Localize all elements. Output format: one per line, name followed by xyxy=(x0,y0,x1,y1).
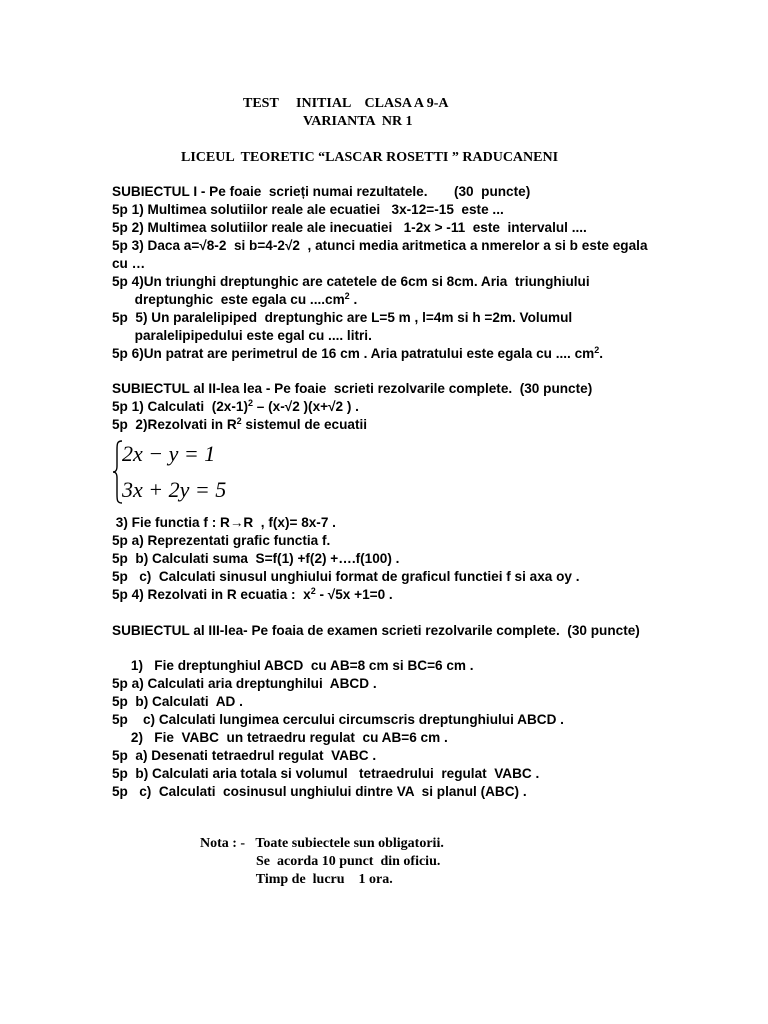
s1-question-4a: 5p 4)Un triunghi dreptunghic are catetele de 6cm si 8cm. Aria triunghiului xyxy=(112,274,590,289)
s3-problem-2b: 5p b) Calculati aria totala si volumul tetraedrului regulat VABC . xyxy=(112,766,540,781)
s1-question-5a: 5p 5) Un paralelipiped dreptunghic are L=5 m , l=4m si h =2m. Volumul xyxy=(112,310,573,325)
s3-problem-1b: 5p b) Calculati AD . xyxy=(112,694,243,709)
equation-2: 3x + 2y = 5 xyxy=(122,477,227,502)
school-name: LICEUL TEORETIC “LASCAR ROSETTI ” RADUCANENI xyxy=(181,150,559,165)
s1-question-2: 5p 2) Multimea solutiilor reale ale inecuatiei 1-2x > -11 este intervalul .... xyxy=(112,220,587,235)
s2-question-3b: 5p b) Calculati suma S=f(1) +f(2) +….f(100) . xyxy=(112,551,400,566)
s1-question-4b: dreptunghic este egala cu $....cm^2$ . xyxy=(112,291,358,307)
note-line-2: Se acorda 10 punct din oficiu. xyxy=(200,854,441,869)
s3-problem-1a: 5p a) Calculati aria dreptunghilui ABCD . xyxy=(112,676,377,691)
note-line-3: Timp de lucru 1 ora. xyxy=(200,872,393,887)
s2-question-3a: 5p a) Reprezentati grafic functia f. xyxy=(112,533,331,548)
s2-question-3: 3) Fie functia f : R→R , f(x)= 8x-7 . xyxy=(112,515,336,530)
s2-question-3c: 5p c) Calculati sinusul unghiului format de graficul functiei f si axa oy . xyxy=(112,569,580,584)
s1-question-5b: paralelipipedului este egal cu .... litri. xyxy=(112,328,372,343)
subject-2-title: SUBIECTUL al II-lea lea - Pe foaie scrieti rezolvarile complete. (30 puncte) xyxy=(112,381,593,396)
s3-problem-1c: 5p c) Calculati lungimea cercului circumscris dreptunghiului ABCD . xyxy=(112,712,564,727)
equation-1: 2x − y = 1 xyxy=(122,441,216,466)
s3-problem-2: 2) Fie VABC un tetraedru regulat cu AB=6 cm . xyxy=(112,730,448,745)
s1-question-3b: cu … xyxy=(112,256,146,271)
s3-problem-2a: 5p a) Desenati tetraedrul regulat VABC . xyxy=(112,748,377,763)
subject-1-title: SUBIECTUL I - Pe foaie scrieți numai rezultatele. (30 puncte) xyxy=(112,184,531,199)
variant-title: VARIANTA NR 1 xyxy=(303,114,413,129)
equation-system xyxy=(112,440,227,504)
test-title: TEST INITIAL CLASA A 9-A xyxy=(243,96,449,111)
s2-question-2: 5p 2)Rezolvati in $R^2$ sistemul de ecuatii xyxy=(112,416,368,432)
subject-3-title: SUBIECTUL al III-lea- Pe foaia de examen scrieti rezolvarile complete. (30 puncte) xyxy=(112,623,640,638)
note-line-1: Nota : - Toate subiectele sun obligatorii. xyxy=(200,836,444,851)
s2-question-4: 5p 4) Rezolvati in R ecuatia : $x^2 - √5x +1=0$ . xyxy=(112,586,393,602)
s2-question-1: 5p 1) Calculati $(2x-1)^2 - (x-√2$ )(x+√2 ) . xyxy=(112,398,359,414)
s1-question-1: 5p 1) Multimea solutiilor reale ale ecuatiei 3x-12=-15 este ... xyxy=(112,202,504,217)
s1-question-3a: 5p 3) Daca a=√8-2 si b=4-2√2 , atunci media aritmetica a nmerelor a si b este egala xyxy=(112,238,648,253)
s3-problem-2c: 5p c) Calculati cosinusul unghiului dintre VA si planul (ABC) . xyxy=(112,784,527,799)
s1-question-6: 5p 6)Un patrat are perimetrul de 16 cm . Aria patratului este egala cu .... $cm^2$. xyxy=(112,345,604,361)
s3-problem-1: 1) Fie dreptunghiul ABCD cu AB=8 cm si BC=6 cm . xyxy=(112,658,474,673)
